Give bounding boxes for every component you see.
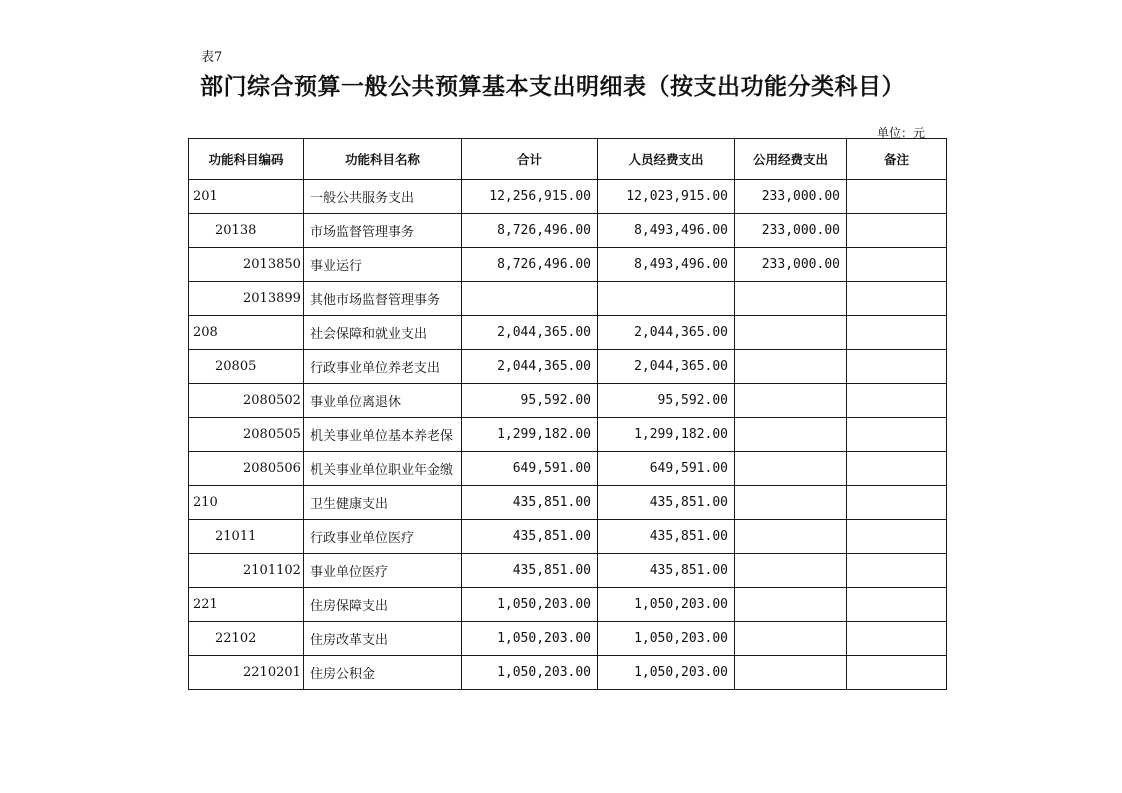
- cell-total: 1,050,203.00: [462, 622, 598, 656]
- table-row: [189, 520, 947, 554]
- table-row: [189, 418, 947, 452]
- cell-note: [847, 180, 947, 214]
- cell-total: 1,050,203.00: [462, 588, 598, 622]
- cell-code: 2080506: [189, 452, 304, 486]
- cell-personnel: 8,493,496.00: [598, 214, 735, 248]
- column-header-name: 功能科目名称: [304, 139, 462, 180]
- cell-public: 233,000.00: [735, 180, 847, 214]
- cell-name: 住房保障支出: [304, 588, 462, 622]
- cell-public: 233,000.00: [735, 248, 847, 282]
- cell-personnel: 1,299,182.00: [598, 418, 735, 452]
- cell-total: 2,044,365.00: [462, 316, 598, 350]
- cell-public: 233,000.00: [735, 214, 847, 248]
- cell-note: [847, 622, 947, 656]
- cell-note: [847, 282, 947, 316]
- cell-name: 市场监督管理事务: [304, 214, 462, 248]
- cell-note: [847, 452, 947, 486]
- cell-public: [735, 486, 847, 520]
- cell-personnel: 12,023,915.00: [598, 180, 735, 214]
- cell-name: 事业单位离退休: [304, 384, 462, 418]
- cell-code: 2080502: [189, 384, 304, 418]
- cell-total: 1,050,203.00: [462, 656, 598, 690]
- table-row: [189, 452, 947, 486]
- column-header-total: 合计: [462, 139, 598, 180]
- cell-public: [735, 282, 847, 316]
- cell-note: [847, 350, 947, 384]
- cell-name: 社会保障和就业支出: [304, 316, 462, 350]
- cell-personnel: 435,851.00: [598, 486, 735, 520]
- cell-code: 2080505: [189, 418, 304, 452]
- cell-note: [847, 486, 947, 520]
- cell-note: [847, 418, 947, 452]
- cell-name: 事业单位医疗: [304, 554, 462, 588]
- cell-total: [462, 282, 598, 316]
- column-header-code: 功能科目编码: [189, 139, 304, 180]
- table-number: 表7: [201, 50, 223, 65]
- cell-name: 机关事业单位基本养老保: [304, 418, 462, 452]
- cell-public: [735, 520, 847, 554]
- cell-name: 行政事业单位医疗: [304, 520, 462, 554]
- table-header-row: [189, 139, 947, 180]
- cell-note: [847, 520, 947, 554]
- cell-note: [847, 316, 947, 350]
- cell-personnel: [598, 282, 735, 316]
- cell-personnel: 435,851.00: [598, 554, 735, 588]
- table-row: [189, 316, 947, 350]
- cell-total: 435,851.00: [462, 520, 598, 554]
- cell-personnel: 2,044,365.00: [598, 350, 735, 384]
- cell-total: 8,726,496.00: [462, 214, 598, 248]
- cell-total: 12,256,915.00: [462, 180, 598, 214]
- cell-public: [735, 656, 847, 690]
- cell-total: 435,851.00: [462, 554, 598, 588]
- cell-public: [735, 588, 847, 622]
- cell-code: 2101102: [189, 554, 304, 588]
- cell-note: [847, 588, 947, 622]
- cell-public: [735, 554, 847, 588]
- unit-label: 单位：元: [877, 126, 926, 140]
- cell-note: [847, 384, 947, 418]
- cell-note: [847, 554, 947, 588]
- cell-code: 221: [189, 588, 304, 622]
- cell-code: 208: [189, 316, 304, 350]
- table-row: [189, 350, 947, 384]
- cell-code: 20805: [189, 350, 304, 384]
- table-row: [189, 214, 947, 248]
- table-row: [189, 622, 947, 656]
- cell-name: 住房改革支出: [304, 622, 462, 656]
- cell-personnel: 1,050,203.00: [598, 656, 735, 690]
- cell-name: 事业运行: [304, 248, 462, 282]
- cell-code: 22102: [189, 622, 304, 656]
- table-row: [189, 486, 947, 520]
- table-row: [189, 656, 947, 690]
- cell-note: [847, 248, 947, 282]
- table-row: [189, 554, 947, 588]
- cell-name: 行政事业单位养老支出: [304, 350, 462, 384]
- cell-total: 1,299,182.00: [462, 418, 598, 452]
- cell-total: 2,044,365.00: [462, 350, 598, 384]
- cell-public: [735, 384, 847, 418]
- table-row: [189, 588, 947, 622]
- cell-total: 649,591.00: [462, 452, 598, 486]
- cell-note: [847, 214, 947, 248]
- cell-personnel: 1,050,203.00: [598, 622, 735, 656]
- cell-code: 2013850: [189, 248, 304, 282]
- budget-table: [188, 138, 947, 690]
- table-body: [189, 180, 947, 690]
- cell-public: [735, 316, 847, 350]
- cell-code: 210: [189, 486, 304, 520]
- cell-personnel: 8,493,496.00: [598, 248, 735, 282]
- cell-name: 一般公共服务支出: [304, 180, 462, 214]
- column-header-note: 备注: [847, 139, 947, 180]
- cell-personnel: 435,851.00: [598, 520, 735, 554]
- cell-total: 8,726,496.00: [462, 248, 598, 282]
- table-row: [189, 282, 947, 316]
- cell-code: 201: [189, 180, 304, 214]
- cell-public: [735, 452, 847, 486]
- cell-total: 435,851.00: [462, 486, 598, 520]
- table-row: [189, 384, 947, 418]
- cell-name: 其他市场监督管理事务: [304, 282, 462, 316]
- cell-public: [735, 622, 847, 656]
- cell-name: 机关事业单位职业年金缴: [304, 452, 462, 486]
- cell-personnel: 95,592.00: [598, 384, 735, 418]
- cell-personnel: 1,050,203.00: [598, 588, 735, 622]
- document-title: 部门综合预算一般公共预算基本支出明细表（按支出功能分类科目）: [200, 74, 905, 100]
- cell-total: 95,592.00: [462, 384, 598, 418]
- cell-name: 住房公积金: [304, 656, 462, 690]
- cell-note: [847, 656, 947, 690]
- table-row: [189, 248, 947, 282]
- cell-code: 21011: [189, 520, 304, 554]
- column-header-public: 公用经费支出: [735, 139, 847, 180]
- cell-code: 2210201: [189, 656, 304, 690]
- cell-code: 20138: [189, 214, 304, 248]
- cell-public: [735, 350, 847, 384]
- cell-public: [735, 418, 847, 452]
- column-header-personnel: 人员经费支出: [598, 139, 735, 180]
- cell-personnel: 2,044,365.00: [598, 316, 735, 350]
- cell-personnel: 649,591.00: [598, 452, 735, 486]
- cell-name: 卫生健康支出: [304, 486, 462, 520]
- table-row: [189, 180, 947, 214]
- cell-code: 2013899: [189, 282, 304, 316]
